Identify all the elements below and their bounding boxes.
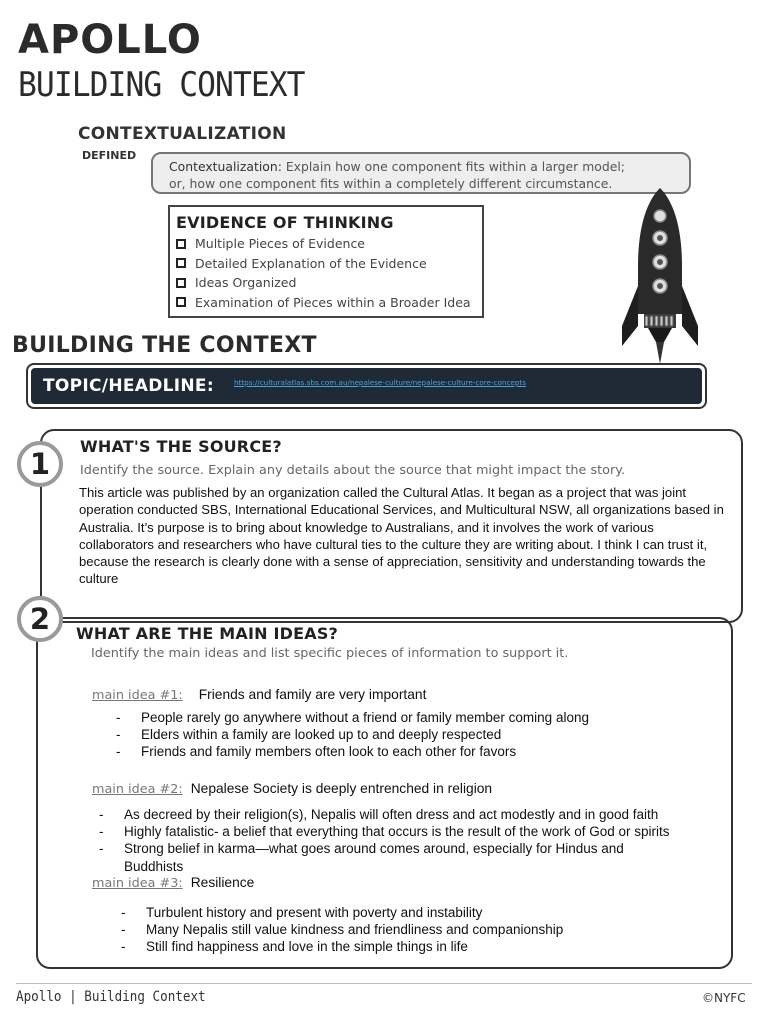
source-instruction: Identify the source. Explain any details about the source that might impact the story. bbox=[80, 463, 626, 478]
topic-label: TOPIC/HEADLINE: bbox=[43, 376, 214, 396]
evidence-item[interactable] bbox=[176, 254, 476, 274]
evidence-of-thinking-box bbox=[168, 205, 484, 318]
topic-bar bbox=[31, 368, 702, 404]
page-subtitle: BUILDING CONTEXT bbox=[18, 65, 305, 105]
definition-line2: or, how one component fits within a completely different circumstance. bbox=[169, 176, 613, 191]
list-item[interactable]: - Turbulent history and present with poverty and instability bbox=[146, 904, 706, 921]
source-answer[interactable]: This article was published by an organization called the Cultural Atlas. It began as a project that was joint operation conducted SBS, International Educational Services, and Multicultural NSW, all organizations based in Australia. It’s purpose is to bring about knowledge to Australians, and it involves the work of various collaborators and researchers who have cultural ties to the culture they are writing about. I think I can trust it, because the research is clearly done with a sense of appreciation, sensitivity and understanding towards the culture bbox=[79, 485, 724, 587]
definition-box bbox=[151, 152, 691, 194]
main-idea-2-points bbox=[124, 806, 724, 875]
evidence-title: EVIDENCE OF THINKING bbox=[176, 213, 394, 232]
list-item[interactable]: - Many Nepalis still value kindness and friendliness and companionship bbox=[146, 921, 706, 938]
main-idea-3 bbox=[92, 875, 254, 891]
building-context-heading: BUILDING THE CONTEXT bbox=[12, 333, 317, 358]
page-title: APOLLO bbox=[18, 17, 202, 63]
list-item[interactable]: - Strong belief in karma—what goes around comes around, especially for Hindus and Buddhists bbox=[124, 840, 664, 874]
footer-divider bbox=[16, 983, 752, 984]
main-idea-label: main idea #3: bbox=[92, 876, 183, 891]
section-number-1: 1 bbox=[17, 441, 63, 487]
main-idea-2 bbox=[92, 781, 492, 797]
main-idea-text[interactable]: Resilience bbox=[190, 875, 255, 890]
footer-left-text: Apollo | Building Context bbox=[16, 989, 206, 1005]
section-number-2: 2 bbox=[17, 596, 63, 642]
rocket-icon bbox=[618, 186, 702, 366]
main-idea-1-points bbox=[141, 709, 701, 761]
topic-headline-box bbox=[26, 363, 707, 409]
list-item[interactable]: - Friends and family members often look to each other for favors bbox=[141, 743, 701, 760]
checkbox-icon[interactable] bbox=[176, 258, 186, 268]
main-idea-3-points bbox=[146, 904, 706, 956]
contextualization-heading: CONTEXTUALIZATION bbox=[78, 124, 287, 144]
evidence-item-label: Multiple Pieces of Evidence bbox=[195, 236, 366, 252]
checkbox-icon[interactable] bbox=[176, 278, 186, 288]
defined-label: DEFINED bbox=[82, 149, 137, 162]
checkbox-icon[interactable] bbox=[176, 297, 186, 307]
definition-line1: Explain how one component fits within a larger model; bbox=[281, 159, 625, 174]
evidence-item[interactable] bbox=[176, 293, 476, 313]
evidence-item-label: Ideas Organized bbox=[195, 275, 297, 291]
main-ideas-heading: WHAT ARE THE MAIN IDEAS? bbox=[76, 624, 339, 643]
list-item[interactable]: - Highly fatalistic- a belief that everything that occurs is the result of the work of God or spirits bbox=[124, 823, 724, 840]
main-idea-label: main idea #2: bbox=[92, 782, 183, 797]
main-ideas-instruction: Identify the main ideas and list specific pieces of information to support it. bbox=[91, 646, 569, 661]
list-item[interactable]: - Still find happiness and love in the simple things in life bbox=[146, 938, 706, 955]
main-idea-text[interactable]: Nepalese Society is deeply entrenched in religion bbox=[190, 781, 493, 796]
evidence-item[interactable] bbox=[176, 273, 476, 293]
main-idea-label: main idea #1: bbox=[92, 688, 183, 703]
topic-link[interactable]: https://culturalatlas.sbs.com.au/nepalese-culture/nepalese-culture-core-concepts bbox=[233, 377, 526, 387]
main-idea-text[interactable]: Friends and family are very important bbox=[198, 687, 427, 702]
definition-term: Contextualization: bbox=[169, 159, 282, 174]
list-item[interactable]: - People rarely go anywhere without a friend or family member coming along bbox=[141, 709, 701, 726]
footer-copyright: ©NYFC bbox=[702, 991, 746, 1005]
checkbox-icon[interactable] bbox=[176, 239, 186, 249]
evidence-item-label: Detailed Explanation of the Evidence bbox=[195, 255, 427, 271]
main-idea-1 bbox=[92, 687, 426, 703]
source-heading: WHAT'S THE SOURCE? bbox=[80, 437, 282, 456]
evidence-item[interactable] bbox=[176, 234, 476, 254]
list-item[interactable]: - Elders within a family are looked up to and deeply respected bbox=[141, 726, 701, 743]
evidence-item-label: Examination of Pieces within a Broader Idea bbox=[195, 294, 471, 310]
list-item[interactable]: - As decreed by their religion(s), Nepalis will often dress and act modestly and in good faith bbox=[124, 806, 724, 823]
